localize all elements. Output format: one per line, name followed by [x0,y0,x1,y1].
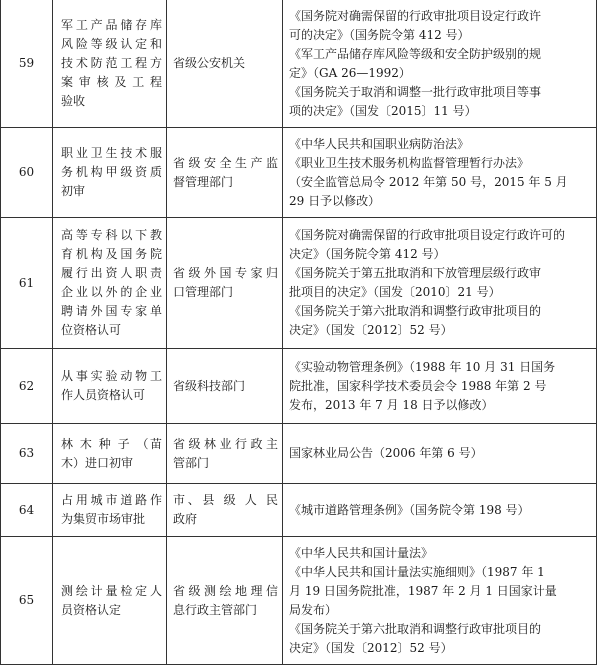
implementing-department [167,128,283,218]
approval-item-line: 作人员资格认可 [61,388,146,402]
legal-basis [283,424,597,484]
legal-basis-line: 《中华人民共和国计量法》 [289,545,434,560]
legal-basis-line: 29 日予以修改） [289,193,381,208]
legal-basis-line: 决定》（国发〔2012〕52 号） [289,640,453,655]
approval-item [53,424,167,484]
approval-item [53,218,167,349]
approval-item-line: 位资格认可 [61,323,122,337]
approval-item-line: 军工产品储存库 [61,18,162,32]
approval-item-line: 履行出资人职责 [61,266,162,280]
approval-item-line: 初审 [61,184,86,198]
legal-basis-line: 《中华人民共和国计量法实施细则》（1987 年 1 [289,564,545,579]
implementing-department-line: 省级安全生产监 [173,155,278,170]
table-row [1,484,597,537]
item-number: 61 [1,218,53,349]
legal-basis-line: 可的决定》（国务院令第 412 号） [289,27,470,42]
implementing-department [167,0,283,128]
legal-basis-line: 局发布） [289,602,338,617]
legal-basis-line: 发布，2013 年 7 月 18 日予以修改） [289,397,494,412]
legal-basis [283,128,597,218]
implementing-department [167,484,283,537]
approval-item [53,349,167,424]
approval-item-line: 验收 [61,94,86,108]
legal-basis [283,0,597,128]
legal-basis [283,537,597,665]
item-number: 64 [1,484,53,537]
approval-item [53,128,167,218]
legal-basis-line: 国家林业局公告（2006 年第 6 号） [289,446,483,460]
table-body [1,0,597,665]
legal-basis-line: 《军工产品储存库风险等级和安全防护级别的规 [289,46,542,61]
implementing-department-line: 政府 [173,512,198,526]
table-row [1,128,597,218]
approval-item-line: 木）进口初审 [61,455,134,470]
approval-item [53,484,167,537]
legal-basis-line: 决定》（国务院令第 412 号） [289,247,446,261]
legal-basis-line: 《中华人民共和国职业病防治法》 [289,136,470,151]
implementing-department [167,537,283,665]
approval-item-line: 育机构及国务院 [61,247,162,261]
legal-basis-line: 批项目的决定》（国发〔2010〕21 号） [289,285,501,299]
approval-item-line: 务机构甲级资质 [61,165,162,179]
approval-item-line: 员资格认定 [61,602,122,617]
approval-item-line: 案审核及工程 [61,75,162,89]
legal-basis-line: 《国务院关于第五批取消和下放管理层级行政审 [289,266,542,280]
legal-basis-line: 《国务院关于取消和调整一批行政审批项目等事 [289,84,542,99]
legal-basis-line: 《国务院关于第六批取消和调整行政审批项目的 [289,621,542,636]
approval-item-line: 职业卫生技术服 [61,146,162,160]
legal-basis [283,349,597,424]
item-number: 60 [1,128,53,218]
legal-basis-line: 决定》（国发〔2012〕52 号） [289,323,453,337]
implementing-department-line: 省级公安机关 [173,56,246,70]
table-row [1,0,597,128]
implementing-department [167,424,283,484]
legal-basis-line: 月 19 日国务院批准，1987 年 2 月 1 日国家计量 [289,583,557,598]
legal-basis-line: 《城市道路管理条例》（国务院令第 198 号） [289,502,530,517]
implementing-department-line: 管部门 [173,455,210,470]
table-row [1,424,597,484]
legal-basis-line: 定》（GA 26—1992） [289,65,411,80]
item-number: 59 [1,0,53,128]
implementing-department-line: 息行政主管部门 [173,602,258,617]
implementing-department [167,218,283,349]
table-row [1,537,597,665]
approval-item-line: 聘请外国专家单 [61,304,162,318]
approval-item-line: 技术防范工程方 [61,56,162,70]
approval-item-line: 林 木 种 子 （苗 [61,436,162,451]
legal-basis-line: 《职业卫生技术服务机构监督管理暂行办法》 [289,155,530,170]
approval-item-line: 测绘计量检定人 [61,583,162,598]
legal-basis-line: 院批准，国家科学技术委员会令 1988 年第 2 号 [289,378,547,393]
legal-basis-line: （安全监管总局令 2012 年第 50 号，2015 年 5 月 [289,174,568,189]
item-number: 62 [1,349,53,424]
legal-basis [283,484,597,537]
approval-item-line: 高等专科以下教 [61,228,162,242]
approval-item [53,0,167,128]
approval-item-line: 风险等级认定和 [61,37,162,51]
implementing-department-line: 省级外国专家归 [173,266,278,280]
implementing-department-line: 省级林业行政主 [173,436,278,451]
legal-basis-line: 项的决定》（国发〔2015〕11 号） [289,103,477,118]
implementing-department-line: 省级测绘地理信 [173,583,278,598]
approval-item-line: 从事实验动物工 [61,369,162,383]
implementing-department-line: 市、县 级 人 民 [173,493,278,507]
approval-item-line: 企业以外的企业 [61,285,162,299]
table-row [1,218,597,349]
legal-basis-line: 《国务院关于第六批取消和调整行政审批项目的 [289,304,542,318]
item-number: 65 [1,537,53,665]
legal-basis-line: 《国务院对确需保留的行政审批项目设定行政许 [289,8,542,23]
implementing-department [167,349,283,424]
table-row [1,349,597,424]
approval-item [53,537,167,665]
implementing-department-line: 省级科技部门 [173,378,246,393]
implementing-department-line: 口管理部门 [173,285,234,299]
approval-item-line: 为集贸市场审批 [61,512,146,526]
legal-basis-line: 《实验动物管理条例》（1988 年 10 月 31 日国务 [289,359,556,374]
legal-basis-line: 《国务院对确需保留的行政审批项目设定行政许可的 [289,228,566,242]
implementing-department-line: 督管理部门 [173,174,234,189]
approval-item-line: 占用城市道路作 [61,493,162,507]
legal-basis [283,218,597,349]
item-number: 63 [1,424,53,484]
